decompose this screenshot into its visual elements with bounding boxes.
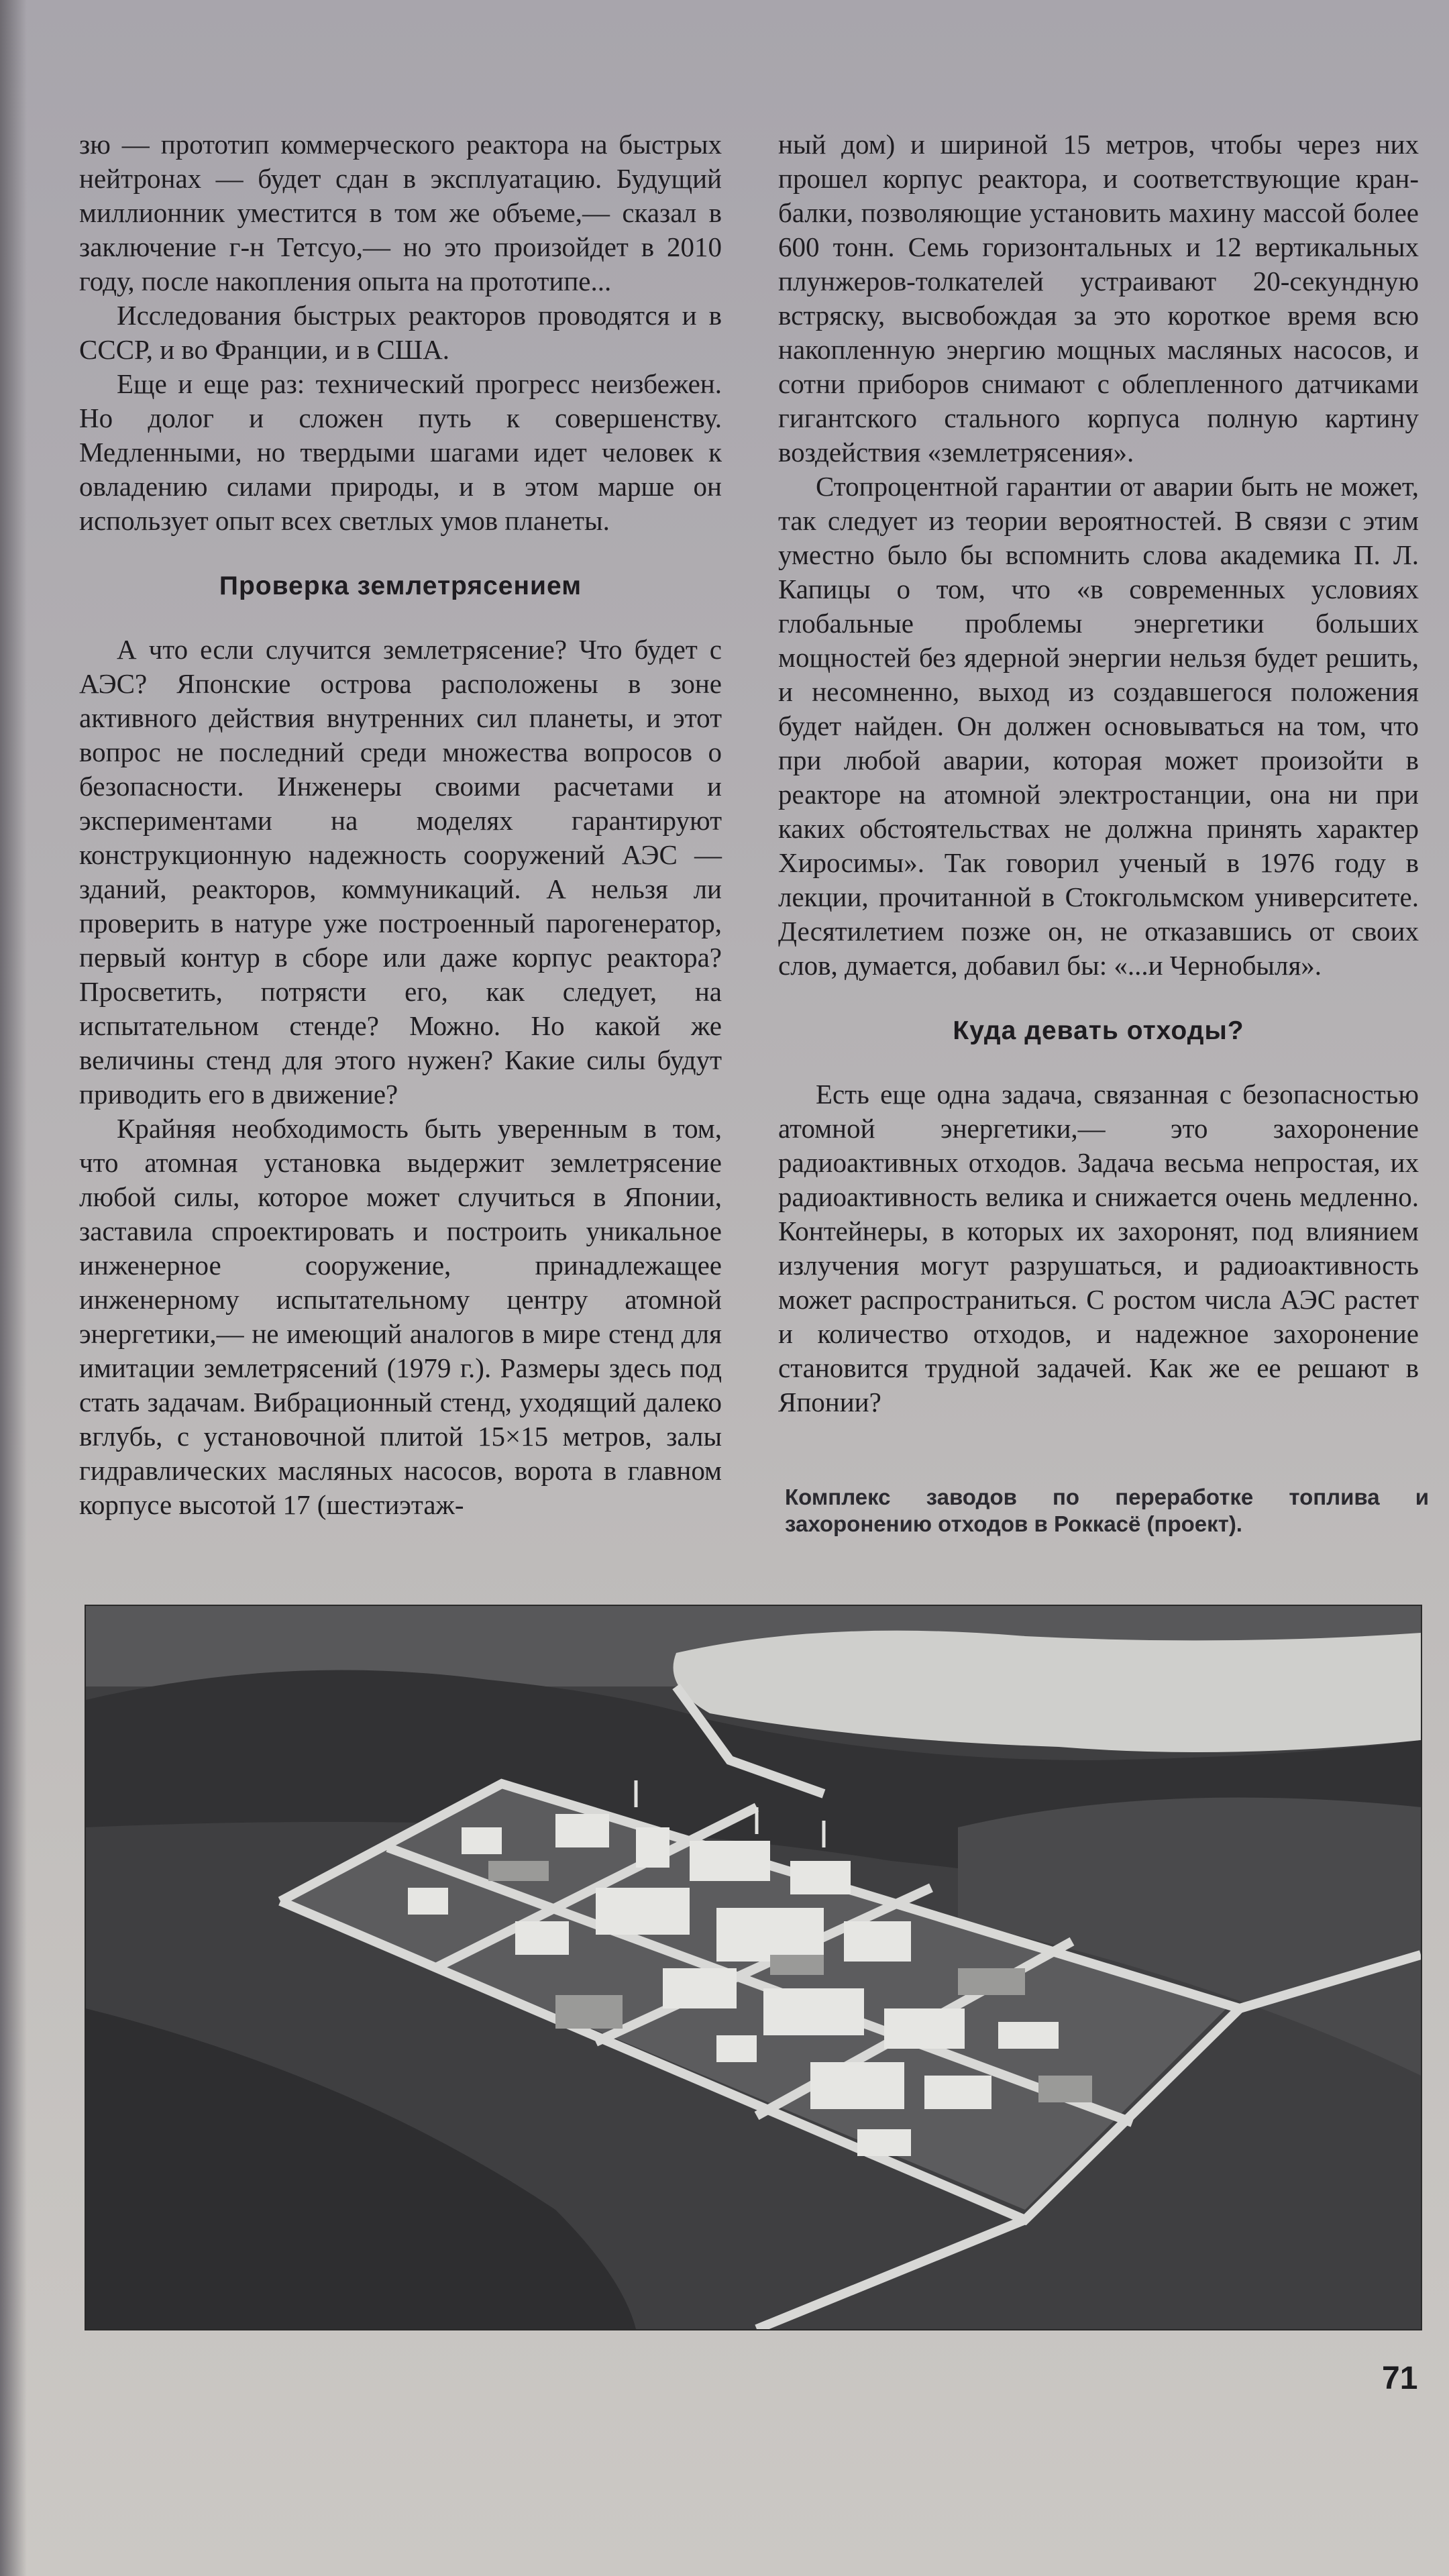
paragraph: Стопроцентной гарантии от аварии быть не может, так следует из теории вероятностей. В связи с этим уместно было бы вспомнить слова академика П. Л. Капицы о том, что «в современных условиях глобальные проблемы энергетики больших мощностей без ядерной энергии нельзя будет решить, и несомненно, выход из создавшегося положения будет найден. Он должен основываться на том, что при любой аварии, которая может произойти в реакторе на атомной электростанции, она ни при каких обстоятельствах не должна принять характер Хиросимы». Так говорил ученый в 1976 году в лекции, прочитанной в Стокгольмском университете. Десятилетием позже он, не отказавшись от своих слов, думается, добавил бы: «...и Чернобыля». [778, 471, 1419, 981]
aerial-photo-plant-complex [85, 1605, 1422, 2330]
photo-caption: Комплекс заводов по переработке топлива и захоронению отходов в Роккасё (проект). [785, 1485, 1429, 1536]
right-column [778, 127, 1419, 1419]
paragraph: ный дом) и шириной 15 метров, чтобы через них прошел корпус реактора, и соответствующие кран-балки, позволяющие установить махину массой более 600 тонн. Семь горизонтальных и 12 вертикальных плунжеров-толкателей устраивают 20-секундную встряску, высвобождая за это короткое время всю накопленную энергию мощных масляных насосов, и сотни приборов снимают с облепленного датчиками гигантского стального корпуса полную картину воздействия «землетрясения». [778, 129, 1419, 468]
section-heading: Проверка землетрясением [219, 572, 582, 600]
section-heading: Куда девать отходы? [953, 1016, 1244, 1045]
paragraph: Исследования быстрых реакторов проводятся и в СССР, и во Франции, и в США. [79, 300, 722, 365]
paragraph: Еще и еще раз: технический прогресс неизбежен. Но долог и сложен путь к совершенству. Медленными, но твердыми шагами идет человек к овладению силами природы, и в этом марше он использует опыт всех светлых умов планеты. [79, 368, 722, 536]
paragraph: Крайняя необходимость быть уверенным в том, что атомная установка выдержит землетрясение любой силы, которое может случиться в Японии, заставила спроектировать и построить уникальное инженерное сооружение, принадлежащее инженерному испытательному центру атомной энергетики,— не имеющий аналогов в мире стенд для имитации землетрясений (1979 г.). Размеры здесь под стать задачам. Вибрационный стенд, уходящий далеко вглубь, с установочной плитой 15×15 метров, залы гидравлических масляных насосов, ворота в главном корпусе высотой 17 (шестиэтаж- [79, 1113, 722, 1520]
paragraph: Есть еще одна задача, связанная с безопасностью атомной энергетики,— это захоронение радиоактивных отходов. Задача весьма непростая, их радиоактивность велика и снижается очень медленно. Контейнеры, в которых их захоронят, под влиянием излучения могут разрушаться, и радиоактивность может распространиться. С ростом числа АЭС растет и количество отходов, и надежное захоронение становится трудной задачей. Как же ее решают в Японии? [778, 1079, 1419, 1417]
paragraph: А что если случится землетрясение? Что будет с АЭС? Японские острова расположены в зоне активного действия внутренних сил планеты, и этот вопрос не последний среди множества вопросов о безопасности. Инженеры своими расчетами и экспериментами на моделях гарантируют конструкционную надежность сооружений АЭС — зданий, реакторов, коммуникаций. А нельзя ли проверить в натуре уже построенный парогенератор, первый контур в сборе или даже корпус реактора? Просветить, потрясти его, как следует, на испытательном стенде? Можно. Но какой же величины стенд для этого нужен? Какие силы будут приводить его в движение? [79, 634, 722, 1110]
left-column [79, 127, 722, 1522]
paragraph: зю — прототип коммерческого реактора на быстрых нейтронах — будет сдан в эксплуатацию. Будущий миллионник уместится в том же объеме,— сказал в заключение г-н Тетсуо,— но это произойдет в 2010 году, после накопления опыта на прототипе... [79, 129, 722, 297]
aerial-photo-illustration [86, 1606, 1421, 2329]
page-edge-shadow [0, 0, 27, 2576]
page-number: 71 [1382, 2361, 1418, 2396]
